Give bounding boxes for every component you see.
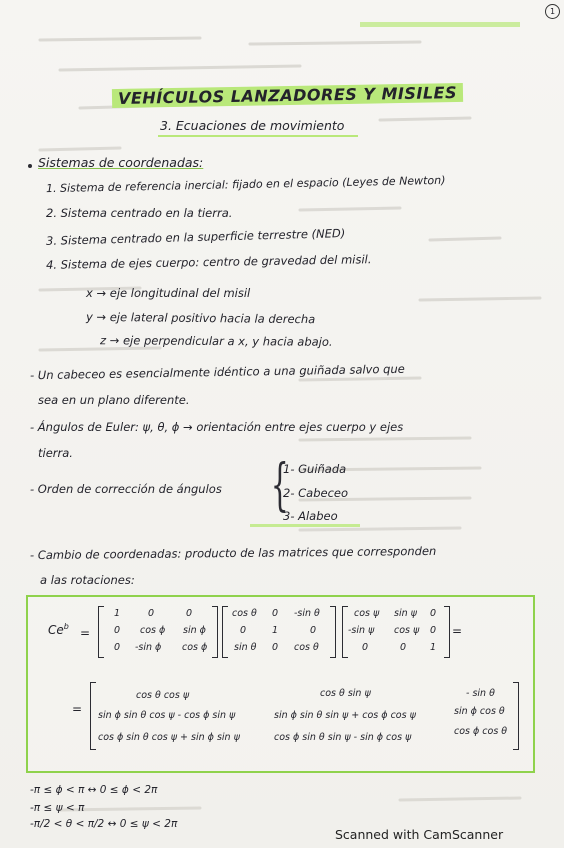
matrix-cell: sin ϕ sin θ sin ψ + cos ϕ cos ψ	[274, 710, 416, 721]
page-title: VEHÍCULOS LANZADORES Y MISILES	[112, 83, 463, 108]
matrix-cell: sin ϕ cos θ	[454, 706, 505, 717]
angle-range: -π ≤ ψ < π	[30, 802, 85, 814]
matrix-cell: 0	[114, 625, 121, 636]
order-item: 2- Cabeceo	[283, 486, 349, 500]
matrix-cell: 1	[430, 642, 437, 653]
matrix-cell: 0	[310, 625, 317, 636]
matrix-cell: cos ψ	[354, 608, 380, 619]
matrix-cell: cos θ	[232, 608, 257, 619]
order-item: 1- Guiñada	[283, 462, 347, 476]
angle-range: -π ≤ ϕ < π ↔ 0 ≤ ϕ < 2π	[30, 784, 158, 796]
matrix-cell: 0	[240, 625, 247, 636]
matrix-bracket	[212, 606, 218, 658]
equals-sign: =	[80, 626, 91, 640]
system-item: 4. Sistema de ejes cuerpo: centro de gravedad del misil.	[45, 252, 372, 272]
matrix-cell: 0	[186, 608, 193, 619]
equals-sign: =	[72, 702, 83, 716]
angle-range: -π/2 < θ < π/2 ↔ 0 ≤ ψ < 2π	[30, 818, 178, 830]
matrix-cell: 0	[362, 642, 369, 653]
note-text: a las rotaciones:	[40, 573, 135, 587]
matrix-cell: cos ϕ	[182, 642, 208, 653]
matrix-cell: cos θ sin ψ	[320, 688, 371, 699]
subtitle-underline	[158, 135, 358, 137]
note-text: tierra.	[38, 446, 73, 460]
matrix-bracket	[513, 682, 519, 750]
brace: {	[270, 453, 289, 518]
matrix-bracket	[444, 606, 450, 658]
matrix-cell: cos ϕ cos θ	[454, 726, 508, 737]
matrix-bracket	[330, 606, 336, 658]
matrix-cell: -sin ψ	[348, 625, 375, 636]
matrix-cell: cos θ	[294, 642, 319, 653]
matrix-cell: cos ψ	[394, 625, 420, 636]
matrix-cell: sin ϕ sin θ cos ψ - cos ϕ sin ψ	[98, 710, 236, 721]
section-heading: Sistemas de coordenadas:	[38, 155, 204, 170]
matrix-cell: sin θ	[234, 642, 257, 653]
matrix-cell: 0	[148, 608, 155, 619]
matrix-lhs: Ce$^b$	[48, 622, 69, 637]
matrix-cell: 1	[272, 625, 279, 636]
matrix-cell: cos ϕ sin θ cos ψ + sin ϕ sin ψ	[98, 732, 240, 743]
axis-item: z → eje perpendicular a x, y hacia abajo.	[99, 333, 333, 349]
bullet	[28, 164, 32, 168]
matrix-cell: -sin θ	[294, 608, 320, 619]
matrix-cell: 0	[430, 625, 437, 636]
note-text: sea en un plano diferente.	[38, 393, 190, 407]
equals-sign: =	[452, 624, 463, 638]
highlight-stroke	[360, 22, 520, 27]
matrix-cell: 0	[430, 608, 437, 619]
matrix-cell: cos θ cos ψ	[136, 690, 190, 701]
matrix-cell: 0	[400, 642, 407, 653]
matrix-cell: 0	[272, 642, 279, 653]
matrix-cell: 0	[114, 642, 121, 653]
matrix-cell: 0	[272, 608, 279, 619]
subtitle: 3. Ecuaciones de movimiento	[160, 118, 345, 133]
order-item: 3- Alabeo	[283, 509, 338, 523]
matrix-cell: sin ψ	[394, 608, 417, 619]
matrix-cell: 1	[114, 608, 121, 619]
system-item: 2. Sistema centrado en la tierra.	[46, 206, 233, 220]
matrix-bracket	[98, 606, 104, 658]
matrix-bracket	[222, 606, 228, 658]
matrix-cell: cos ϕ sin θ sin ψ - sin ϕ cos ψ	[274, 732, 412, 743]
system-item: 3. Sistema centrado en la superficie terrestre (NED)	[45, 226, 346, 248]
note-text: - Ángulos de Euler: ψ, θ, ϕ → orientación entre ejes cuerpo y ejes	[30, 420, 404, 434]
axis-item: x → eje longitudinal del misil	[86, 286, 251, 300]
matrix-bracket	[90, 682, 96, 750]
matrix-cell: sin ϕ	[183, 625, 206, 636]
page-number: 1	[545, 4, 560, 19]
system-item: 1. Sistema de referencia inercial: fijado en el espacio (Leyes de Newton)	[45, 173, 446, 196]
note-text: - Orden de corrección de ángulos	[30, 482, 222, 496]
matrix-cell: cos ϕ	[140, 625, 166, 636]
axis-item: y → eje lateral positivo hacia la derecha	[85, 309, 316, 327]
scanner-watermark: Scanned with CamScanner	[335, 827, 504, 842]
matrix-cell: -sin ϕ	[135, 642, 162, 653]
note-text: - Un cabeceo es esencialmente idéntico a una guiñada salvo que	[29, 361, 405, 383]
highlight-stroke	[250, 524, 360, 527]
note-text: - Cambio de coordenadas: producto de las matrices que corresponden	[29, 543, 437, 563]
matrix-cell: - sin θ	[466, 688, 495, 699]
